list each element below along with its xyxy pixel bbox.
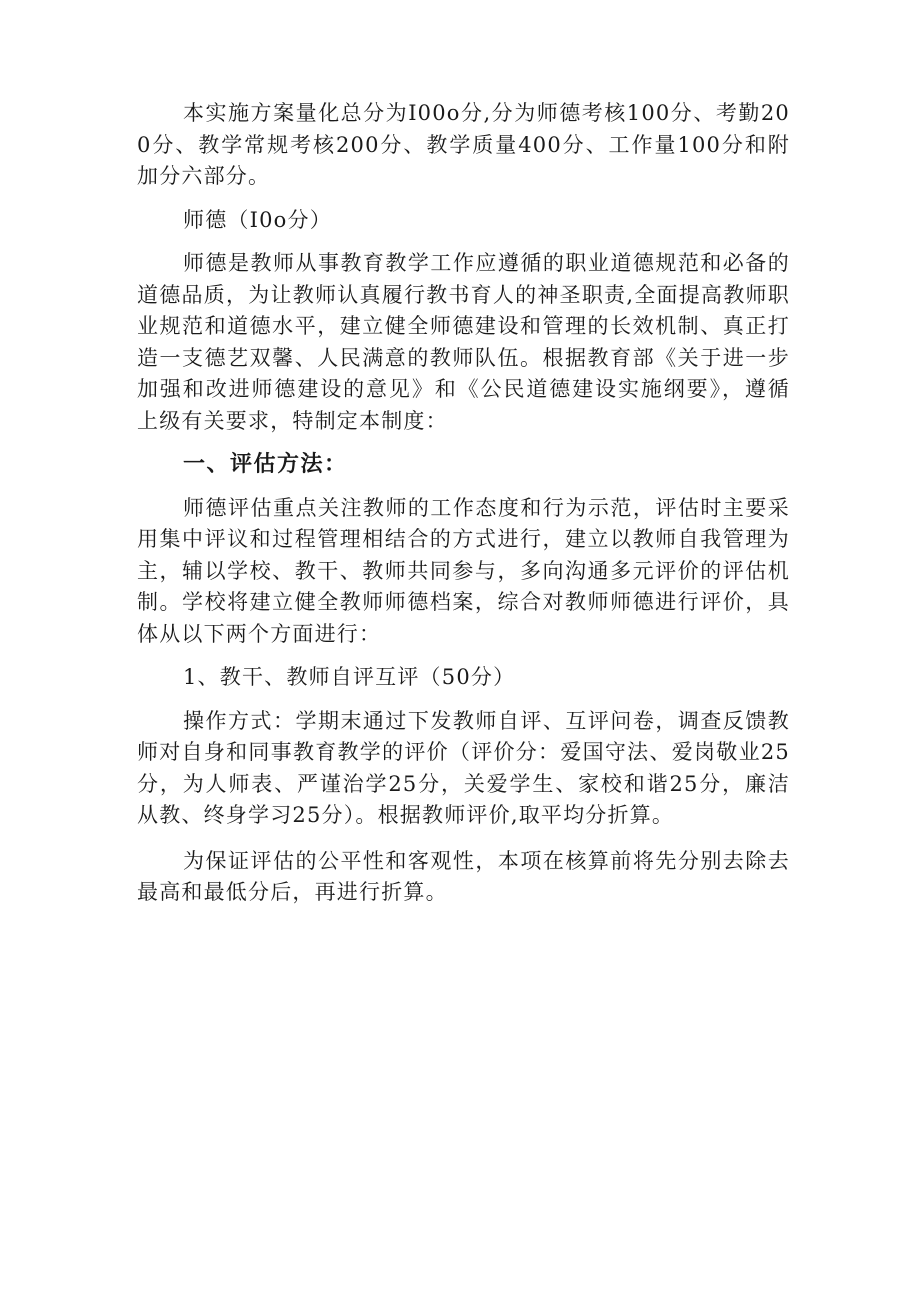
document-body xyxy=(137,98,790,909)
intro-paragraph: 本实施方案量化总分为I00o分,分为师德考核100分、考勤200分、教学常规考核200分、教学质量400分、工作量100分和附加分六部分。 xyxy=(137,101,790,188)
section-title-ethics: 师德（I0o分） xyxy=(183,207,332,232)
fairness-paragraph: 为保证评估的公平性和客观性，本项在核算前将先分别去除去最高和最低分后，再进行折算。 xyxy=(137,848,790,904)
ethics-intro-paragraph: 师德是教师从事教育教学工作应遵循的职业道德规范和必备的道德品质，为让教师认真履行教书育人的神圣职责,全面提高教师职业规范和道德水平，建立健全师德建设和管理的长效机制、真正打造一支德艺双馨、人民满意的教师队伍。根据教育部《关于进一步加强和改进师德建设的意见》和《公民道德建设实施纲要》，遵循上级有关要求，特制定本制度： xyxy=(137,251,790,433)
method-paragraph: 师德评估重点关注教师的工作态度和行为示范，评估时主要采用集中评议和过程管理相结合的方式进行，建立以教师自我管理为主，辅以学校、教干、教师共同参与，多向沟通多元评价的评估机制。学校将建立健全教师师德档案，综合对教师师德进行评价，具体从以下两个方面进行： xyxy=(137,495,790,646)
item-one-heading: 1、教干、教师自评互评（50分） xyxy=(183,665,516,689)
operation-paragraph: 操作方式：学期末通过下发教师自评、互评问卷，调查反馈教师对自身和同事教育教学的评价（评价分：爱国守法、爱岗敬业25分，为人师表、严谨治学25分，关爱学生、家校和谐25分，廉洁从教、终身学习25分）。根据教师评价,取平均分折算。 xyxy=(137,708,790,827)
heading-evaluation-method: 一、评估方法： xyxy=(183,452,348,477)
